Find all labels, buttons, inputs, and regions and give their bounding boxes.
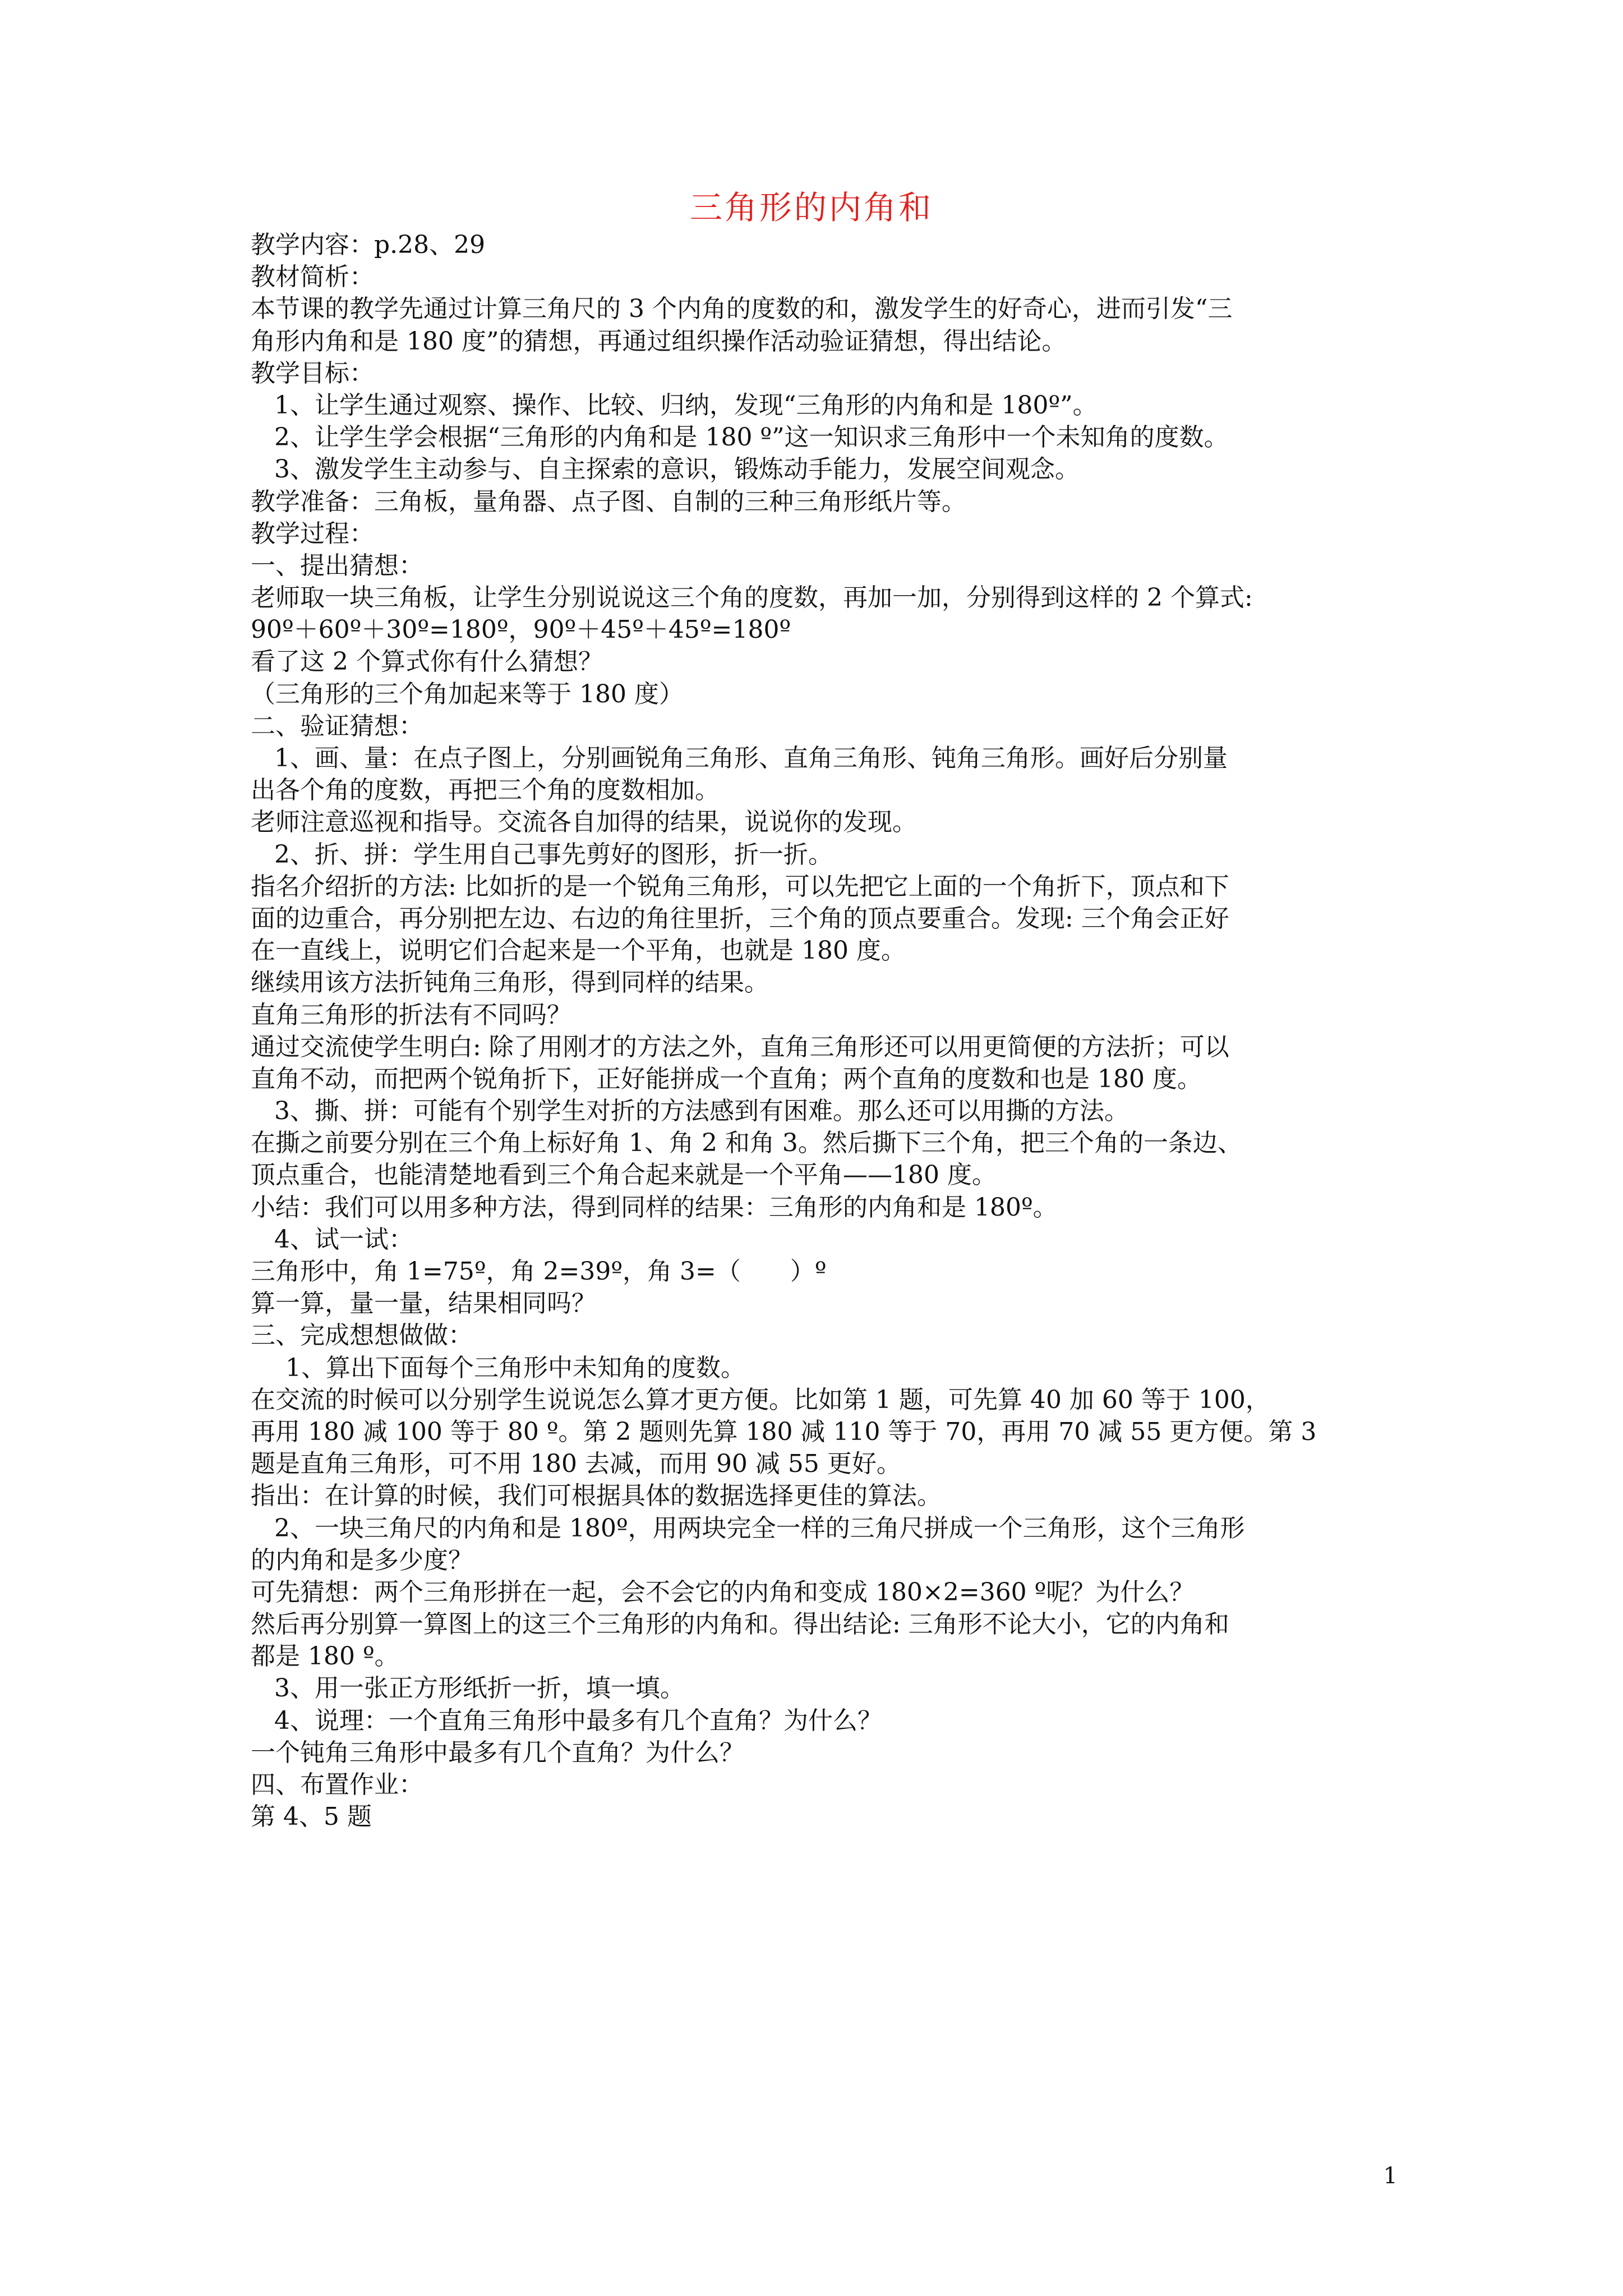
text-line: 教材简析：	[251, 263, 374, 292]
text-line: 四、布置作业：	[251, 1770, 423, 1799]
text-line: 3、用一张正方形纸折一折，填一填。	[274, 1674, 685, 1703]
text-line: 看了这 2 个算式你有什么猜想？	[251, 647, 603, 677]
text-line: 的内角和是多少度？	[251, 1545, 473, 1575]
text-line: 1、算出下面每个三角形中未知角的度数。	[285, 1353, 745, 1382]
text-line: 教学目标：	[251, 358, 374, 388]
text-line: 在一直线上，说明它们合起来是一个平角，也就是 180 度。	[251, 936, 906, 965]
page-number: 1	[1383, 2163, 1398, 2189]
text-line: 角形内角和是 180 度”的猜想，再通过组织操作活动验证猜想，得出结论。	[251, 326, 1067, 356]
text-line: 顶点重合，也能清楚地看到三个角合起来就是一个平角——180 度。	[251, 1161, 997, 1190]
text-line: 老师取一块三角板，让学生分别说说这三个角的度数，再加一加，分别得到这样的 2 个算式:	[251, 583, 1253, 613]
text-line: 90º＋60º＋30º=180º，90º＋45º＋45º=180º	[251, 615, 791, 645]
text-line: 继续用该方法折钝角三角形，得到同样的结果。	[251, 968, 769, 997]
text-line: 可先猜想：两个三角形拼在一起，会不会它的内角和变成 180×2=360 º呢？为什么？	[251, 1577, 1195, 1607]
text-line: 教学准备：三角板，量角器、点子图、自制的三种三角形纸片等。	[251, 487, 966, 516]
text-line: 第 4、5 题	[251, 1802, 372, 1832]
text-line: 三角形中，角 1=75º，角 2=39º，角 3=（ ）º	[251, 1257, 827, 1286]
text-line: 再用 180 减 100 等于 80 º。第 2 题则先算 180 减 110 等于 70，再用 70 减 55 更方便。第 3	[251, 1417, 1317, 1446]
text-line: 三、完成想想做做：	[251, 1321, 473, 1350]
text-line: （三角形的三个角加起来等于 180 度）	[251, 679, 684, 708]
text-line: 2、让学生学会根据“三角形的内角和是 180 º”这一知识求三角形中一个未知角的度数。	[274, 423, 1229, 452]
document-body	[251, 229, 1406, 1833]
text-line: 在交流的时候可以分别学生说说怎么算才更方便。比如第 1 题，可先算 40 加 60 等于 100，	[251, 1385, 1270, 1414]
text-line: 一、提出猜想：	[251, 551, 423, 580]
text-line: 教学内容：p.28、29	[251, 231, 486, 259]
text-line: 小结：我们可以用多种方法，得到同样的结果：三角形的内角和是 180º。	[251, 1193, 1058, 1222]
text-line: 在撕之前要分别在三个角上标好角 1、角 2 和角 3。然后撕下三个角，把三个角的一条边、	[251, 1129, 1242, 1158]
text-line: 指出：在计算的时候，我们可根据具体的数据选择更佳的算法。	[251, 1481, 942, 1511]
text-line: 2、一块三角尺的内角和是 180º，用两块完全一样的三角尺拼成一个三角形，这个三角形	[274, 1513, 1245, 1543]
text-line: 面的边重合，再分别把左边、右边的角往里折，三个角的顶点要重合。发现: 三个角会正好	[251, 904, 1229, 933]
text-line: 指名介绍折的方法: 比如折的是一个锐角三角形，可以先把它上面的一个角折下，顶点和下	[251, 872, 1229, 901]
text-line: 2、折、拼：学生用自己事先剪好的图形，折一折。	[274, 840, 833, 869]
text-line: 题是直角三角形，可不用 180 去减，而用 90 减 55 更好。	[251, 1450, 901, 1479]
text-line: 直角不动，而把两个锐角折下，正好能拼成一个直角；两个直角的度数和也是 180 度。	[251, 1064, 1202, 1093]
text-line: 1、画、量：在点子图上，分别画锐角三角形、直角三角形、钝角三角形。画好后分别量	[274, 744, 1228, 772]
text-line: 教学过程：	[251, 519, 374, 548]
text-line: 然后再分别算一算图上的这三个三角形的内角和。得出结论: 三角形不论大小，它的内角和	[251, 1610, 1229, 1639]
text-line: 二、验证猜想：	[251, 711, 423, 740]
text-line: 本节课的教学先通过计算三角尺的 3 个内角的度数的和，激发学生的好奇心，进而引发“三	[251, 295, 1233, 324]
text-line: 3、撕、拼：可能有个别学生对折的方法感到有困难。那么还可以用撕的方法。	[274, 1097, 1129, 1126]
document-title: 三角形的内角和	[689, 188, 933, 227]
text-line: 直角三角形的折法有不同吗？	[251, 1000, 571, 1029]
text-line: 老师注意巡视和指导。交流各自加得的结果，说说你的发现。	[251, 808, 917, 837]
text-line: 出各个角的度数，再把三个角的度数相加。	[251, 776, 720, 805]
text-line: 1、让学生通过观察、操作、比较、归纳，发现“三角形的内角和是 180º”。	[274, 390, 1098, 420]
text-line: 4、试一试：	[274, 1225, 413, 1254]
text-line: 3、激发学生主动参与、自主探索的意识，锻炼动手能力，发展空间观念。	[274, 455, 1080, 484]
text-line: 都是 180 º。	[251, 1642, 399, 1671]
text-line: 算一算，量一量，结果相同吗？	[251, 1289, 596, 1318]
text-line: 4、说理：一个直角三角形中最多有几个直角？为什么？	[274, 1706, 882, 1735]
text-line: 通过交流使学生明白: 除了用刚才的方法之外，直角三角形还可以用更简便的方法折；可以	[251, 1032, 1229, 1061]
text-line: 一个钝角三角形中最多有几个直角？为什么？	[251, 1738, 744, 1767]
